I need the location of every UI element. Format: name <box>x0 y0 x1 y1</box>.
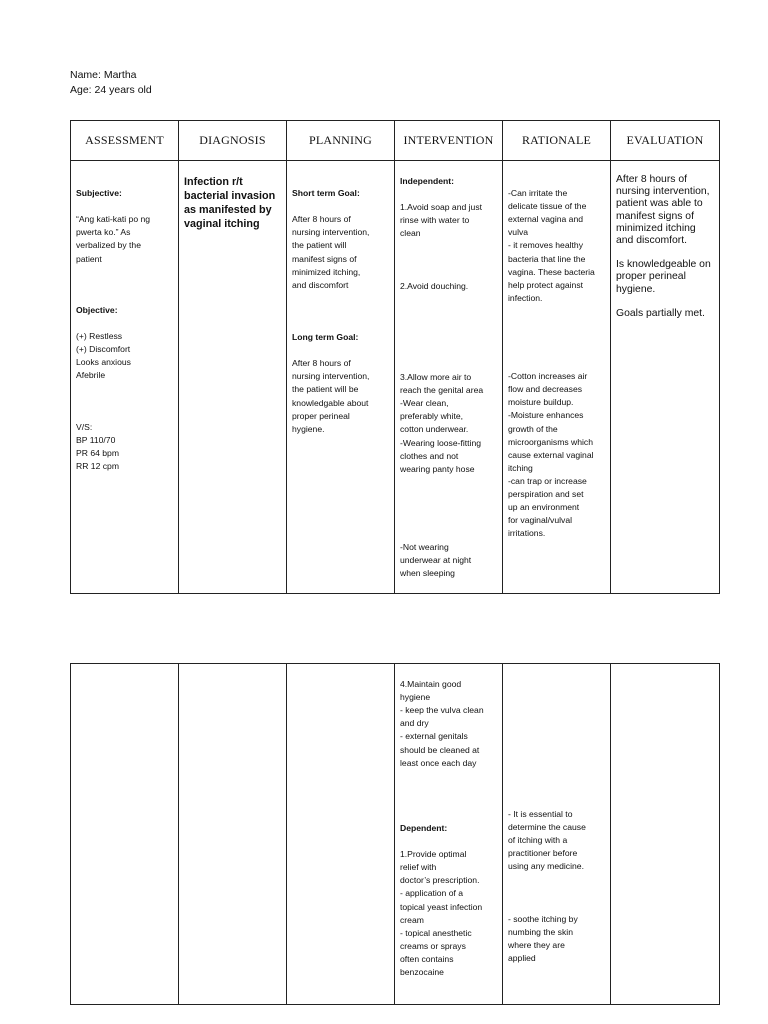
nursing-care-plan-table <box>70 120 720 594</box>
evaluation-text: Goals partially met. <box>616 307 705 319</box>
intervention-item: -Not wearing underwear at night when sleeping <box>400 541 472 579</box>
diagnosis-cell <box>179 161 287 594</box>
long-term-goal-text: After 8 hours of nursing intervention, the patient will be knowledgable about proper perineal hygiene. <box>292 358 370 434</box>
objective-text: (+) Restless (+) Discomfort Looks anxious Afebrile <box>76 331 131 381</box>
intervention-cell <box>395 161 503 594</box>
intervention-item: 3.Allow more air to reach the genital area -Wear clean, preferably white, cotton underwear. -Wearing loose-fitting clothes and not wearing panty hose <box>400 372 484 474</box>
header-rationale: RATIONALE <box>503 121 611 161</box>
subjective-label: Subjective: <box>76 188 122 199</box>
evaluation-cell <box>611 664 720 1005</box>
intervention-item: 1.Avoid soap and just rinse with water to clean <box>400 202 483 239</box>
header-assessment: ASSESSMENT <box>71 121 179 161</box>
rationale-text: - It is essential to determine the cause of itching with a practitioner before using any medicine. <box>508 809 586 872</box>
intervention-cell <box>395 664 503 1005</box>
diagnosis-cell <box>179 664 287 1005</box>
rationale-text: -Cotton increases air flow and decreases moisture buildup. -Moisture enhances growth of the microorganisms which cause external vaginal itching -can trap or increase perspiration and set up an environment for vaginal/vulval irritations. <box>508 371 594 539</box>
short-term-goal-text: After 8 hours of nursing intervention, the patient will manifest signs of minimized itching, and discomfort <box>292 214 370 290</box>
evaluation-text: After 8 hours of nursing intervention, patient was able to manifest signs of minimized itching and discomfort. <box>616 174 710 247</box>
planning-cell <box>287 664 395 1005</box>
evaluation-text: Is knowledgeable on proper perineal hygiene. <box>616 259 711 295</box>
table-row <box>71 161 720 594</box>
diagnosis-text: Infection r/t bacterial invasion as manifested by vaginal itching <box>184 176 276 230</box>
header-planning: PLANNING <box>287 121 395 161</box>
patient-name: Name: Martha <box>70 69 137 81</box>
intervention-item: 2.Avoid douching. <box>400 280 469 291</box>
vital-signs-text: V/S: BP 110/70 PR 64 bpm RR 12 cpm <box>76 421 119 471</box>
header-diagnosis: DIAGNOSIS <box>179 121 287 161</box>
intervention-item: 1.Provide optimal relief with doctor’s prescription. - application of a topical yeast infection cream - topical anesthetic creams or sprays often contains benzocaine <box>400 849 483 977</box>
rationale-cell <box>503 664 611 1005</box>
header-evaluation: EVALUATION <box>611 121 720 161</box>
patient-info <box>70 68 152 98</box>
assessment-cell <box>71 161 179 594</box>
objective-label: Objective: <box>76 304 118 315</box>
rationale-text: -Can irritate the delicate tissue of the external vagina and vulva - it removes healthy bacteria that line the vagina. These bacteria help protect against infection. <box>508 188 595 303</box>
rationale-cell <box>503 161 611 594</box>
intervention-item: 4.Maintain good hygiene - keep the vulva clean and dry - external genitals should be cleaned at least once each day <box>400 679 484 768</box>
evaluation-cell <box>611 161 720 594</box>
dependent-label: Dependent: <box>400 822 448 833</box>
assessment-cell <box>71 664 179 1005</box>
long-term-goal-label: Long term Goal: <box>292 332 359 343</box>
header-intervention: INTERVENTION <box>395 121 503 161</box>
short-term-goal-label: Short term Goal: <box>292 188 360 199</box>
nursing-care-plan-table-continued <box>70 663 720 1005</box>
header-row <box>71 121 720 161</box>
rationale-text: - soothe itching by numbing the skin where they are applied <box>508 913 578 964</box>
planning-cell <box>287 161 395 594</box>
subjective-text: “Ang kati-kati po ng pwerta ko.” As verbalized by the patient <box>76 214 151 264</box>
independent-label: Independent: <box>400 176 454 187</box>
table-row <box>71 664 720 1005</box>
patient-age: Age: 24 years old <box>70 84 152 96</box>
